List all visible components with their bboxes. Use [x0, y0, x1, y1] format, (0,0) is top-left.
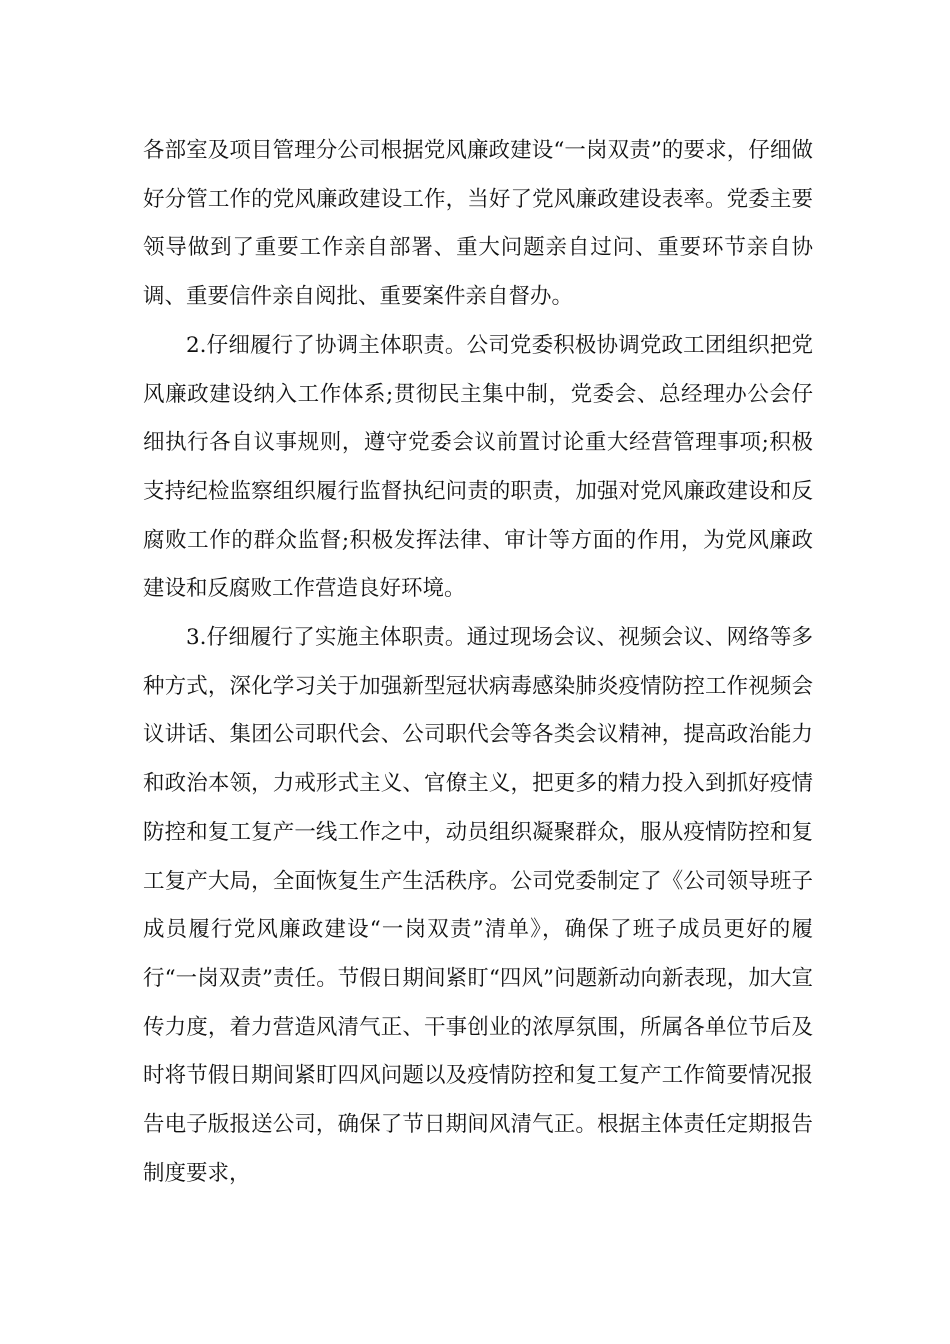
- paragraph-implementation-duty: 3.仔细履行了实施主体职责。通过现场会议、视频会议、网络等多种方式，深化学习关于加强新型冠状病毒感染肺炎疫情防控工作视频会议讲话、集团公司职代会、公司职代会等各类会议精神，提高政治能力和政治本领，力戒形式主义、官僚主义，把更多的精力投入到抓好疫情防控和复工复产一线工作之中，动员组织凝聚群众，服从疫情防控和复工复产大局，全面恢复生产生活秩序。公司党委制定了《公司领导班子成员履行党风廉政建设“一岗双责”清单》，确保了班子成员更好的履行“一岗双责”责任。节假日期间紧盯“四风”问题新动向新表现，加大宣传力度，着力营造风清气正、干事创业的浓厚氛围，所属各单位节后及时将节假日期间紧盯四风问题以及疫情防控和复工复产工作简要情况报告电子版报送公司，确保了节日期间风清气正。根据主体责任定期报告制度要求，: [143, 625, 813, 1186]
- paragraph-responsibility-intro: 各部室及项目管理分公司根据党风廉政建设“一岗双责”的要求，仔细做好分管工作的党风廉政建设工作，当好了党风廉政建设表率。党委主要领导做到了重要工作亲自部署、重大问题亲自过问、重要环节亲自协调、重要信件亲自阅批、重要案件亲自督办。: [143, 138, 813, 310]
- paragraph-coordination-duty: 2.仔细履行了协调主体职责。公司党委积极协调党政工团组织把党风廉政建设纳入工作体系;贯彻民主集中制，党委会、总经理办公会仔细执行各自议事规则，遵守党委会议前置讨论重大经营管理事项;积极支持纪检监察组织履行监督执纪问责的职责，加强对党风廉政建设和反腐败工作的群众监督;积极发挥法律、审计等方面的作用，为党风廉政建设和反腐败工作营造良好环境。: [143, 332, 813, 602]
- document-body: [143, 127, 813, 1198]
